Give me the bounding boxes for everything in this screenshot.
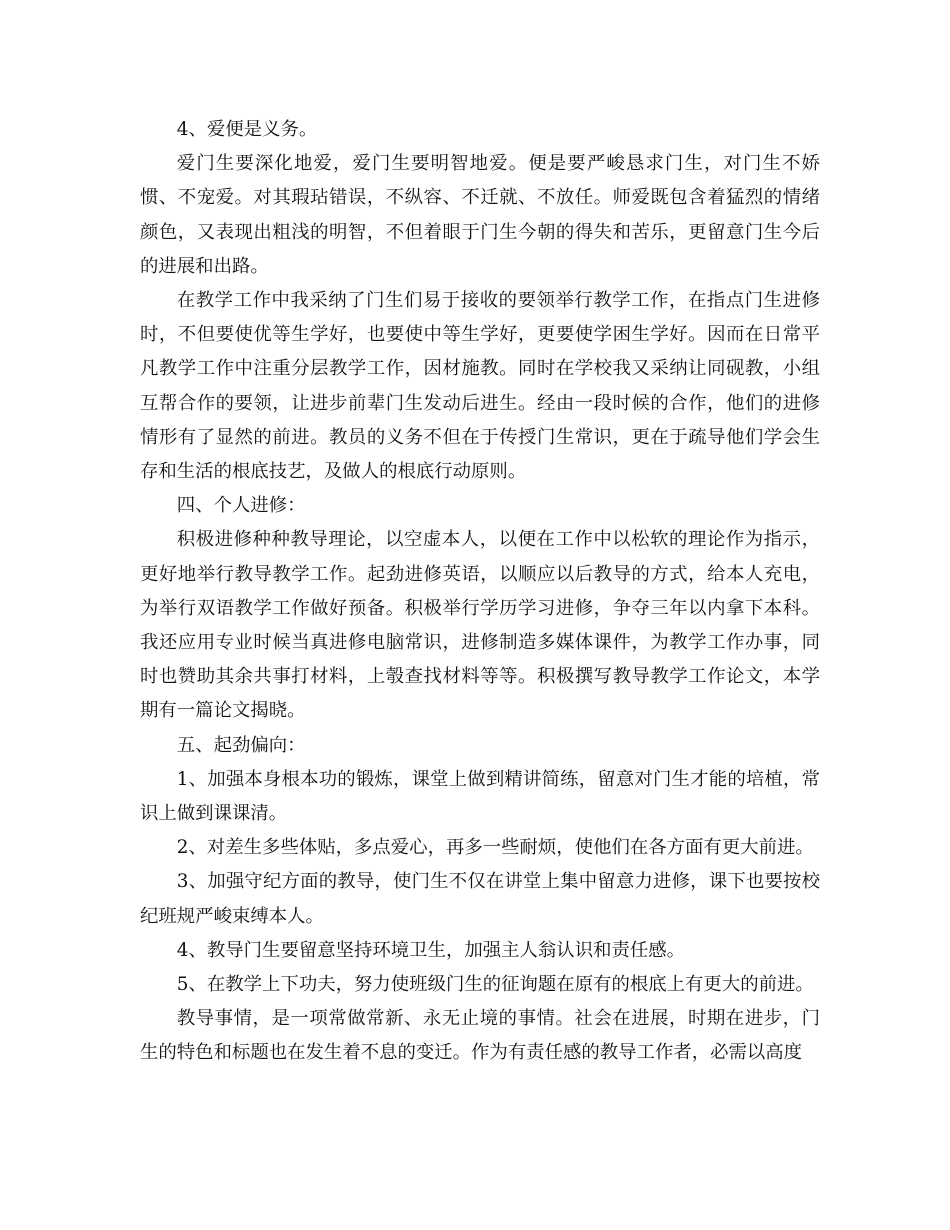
heading-personal-study: 四、个人进修： xyxy=(176,495,306,517)
goal-item-4: 4、教导门生要留意坚持环境卫生，加强主人翁认识和责任感。 xyxy=(176,939,686,961)
heading-goals: 五、起劲偏向： xyxy=(176,734,306,756)
document-body xyxy=(140,113,820,1071)
goal-item-5: 5、在教学上下功夫，努力使班级门生的征询题在原有的根底上有更大的前进。 xyxy=(176,974,814,996)
paragraph-love-students: 爱门生要深化地爱，爱门生要明智地爱。便是要严峻恳求门生，对门生不娇惯、不宠爱。对其瑕玷错误，不纵容、不迁就、不放任。师爱既包含着猛烈的情绪颜色，又表现出粗浅的明智，不但着眼于门生今朝的得失和苦乐，更留意门生今后的进展和出路。 xyxy=(140,153,820,277)
paragraph-teaching-methods: 在教学工作中我采纳了门生们易于接收的要领举行教学工作，在指点门生进修时，不但要使优等生学好，也要使中等生学好，更要使学困生学好。因而在日常平凡教学工作中注重分层教学工作，因材施教。同时在学校我又采纳让同砚教，小组互帮合作的要领，让进步前辈门生发动后进生。经由一段时候的合作，他们的进修情形有了显然的前进。教员的义务不但在于传授门生常识，更在于疏导他们学会生存和生活的根底技艺，及做人的根底行动原则。 xyxy=(140,290,820,483)
goal-item-3: 3、加强守纪方面的教导，使门生不仅在讲堂上集中留意力进修，课下也要按校纪班规严峻束缚本人。 xyxy=(140,871,820,927)
heading-love-is-duty: 4、爱便是义务。 xyxy=(176,119,318,140)
paragraph-personal-study: 积极进修种种教导理论，以空虚本人，以便在工作中以松软的理论作为指示，更好地举行教导教学工作。起劲进修英语，以顺应以后教导的方式，给本人充电，为举行双语教学工作做好预备。积极举行学历学习进修，争夺三年以内拿下本科。我还应用专业时候当真进修电脑常识，进修制造多媒体课件，为教学工作办事，同时也赞助其余共事打材料，上彀查找材料等等。积极撰写教导教学工作论文，本学期有一篇论文揭晓。 xyxy=(140,529,820,722)
goal-item-1: 1、加强本身根本功的锻炼，课堂上做到精讲简练，留意对门生才能的培植，常识上做到课课清。 xyxy=(140,768,820,825)
paragraph-conclusion: 教导事情，是一项常做常新、永无止境的事情。社会在进展，时期在进步，门生的特色和标题也在发生着不息的变迁。作为有责任感的教导工作者，必需以高度 xyxy=(140,1008,820,1064)
goal-item-2: 2、对差生多些体贴，多点爱心，再多一些耐烦，使他们在各方面有更大前进。 xyxy=(176,837,814,859)
